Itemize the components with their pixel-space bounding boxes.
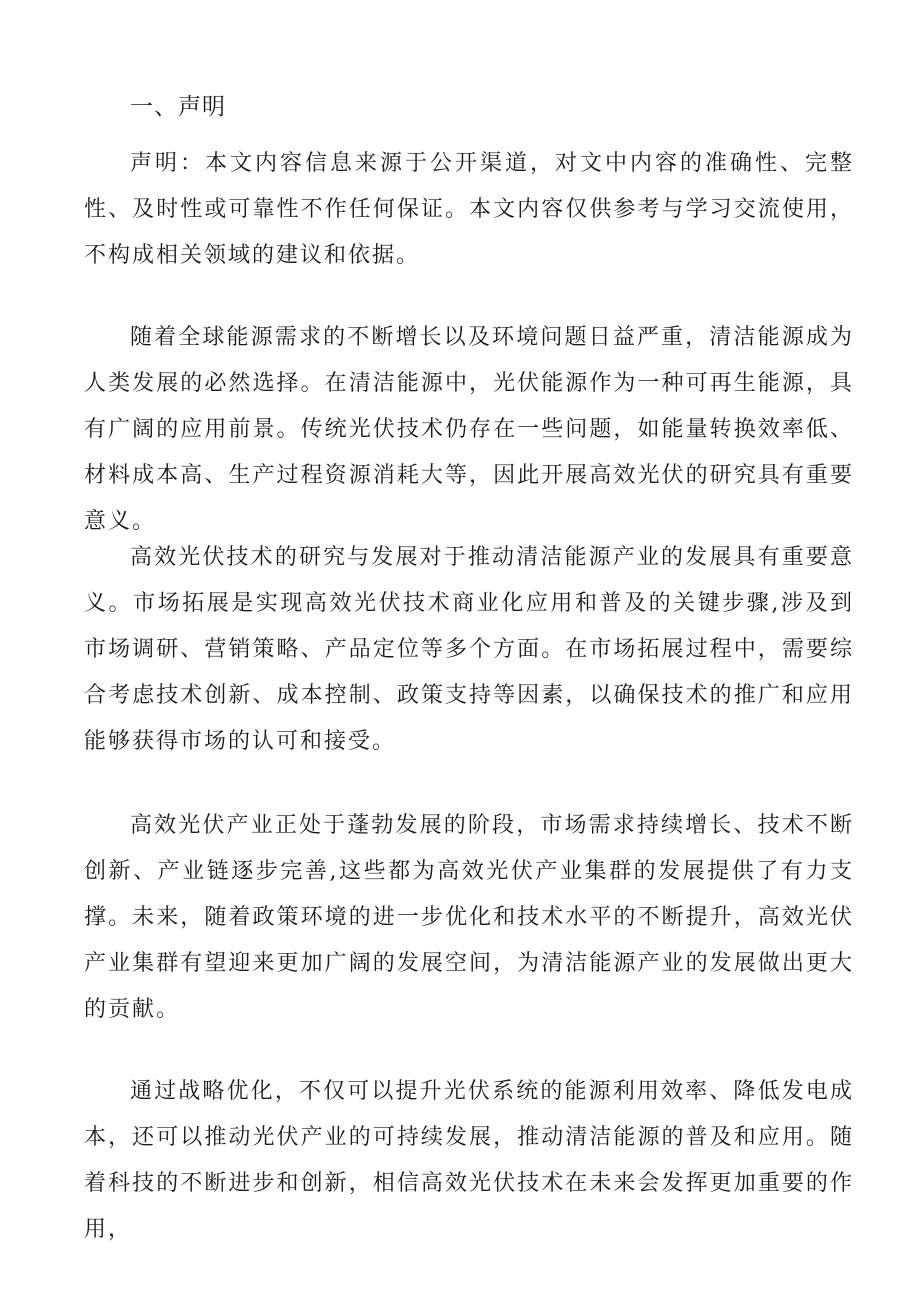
paragraph-market-expansion: 高效光伏技术的研究与发展对于推动清洁能源产业的发展具有重要意义。市场拓展是实现高效光伏技术商业化应用和普及的关键步骤,涉及到市场调研、营销策略、产品定位等多个方面。在市场拓展过程中，需要综合考虑技术创新、成本控制、政策支持等因素，以确保技术的推广和应用能够获得市场的认可和接受。	[84, 545, 854, 754]
paragraph-disclaimer: 声明：本文内容信息来源于公开渠道，对文中内容的准确性、完整性、及时性或可靠性不作任何保证。本文内容仅供参考与学习交流使用，不构成相关领域的建议和依据。	[84, 151, 854, 268]
paragraph-background: 随着全球能源需求的不断增长以及环境问题日益严重，清洁能源成为人类发展的必然选择。在清洁能源中，光伏能源作为一种可再生能源，具有广阔的应用前景。传统光伏技术仍存在一些问题，如能量转换效率低、材料成本高、生产过程资源消耗大等，因此开展高效光伏的研究具有重要意义。	[84, 325, 854, 534]
paragraph-industry-cluster: 高效光伏产业正处于蓬勃发展的阶段，市场需求持续增长、技术不断创新、产业链逐步完善,这些都为高效光伏产业集群的发展提供了有力支撑。未来，随着政策环境的进一步优化和技术水平的不断提升，高效光伏产业集群有望迎来更加广阔的发展空间，为清洁能源产业的发展做出更大的贡献。	[84, 813, 854, 1022]
paragraph-strategy-optimization: 通过战略优化，不仅可以提升光伏系统的能源利用效率、降低发电成本，还可以推动光伏产业的可持续发展，推动清洁能源的普及和应用。随着科技的不断进步和创新，相信高效光伏技术在未来会发挥更加重要的作用，	[84, 1079, 854, 1242]
section-heading: 一、声明	[130, 94, 226, 120]
